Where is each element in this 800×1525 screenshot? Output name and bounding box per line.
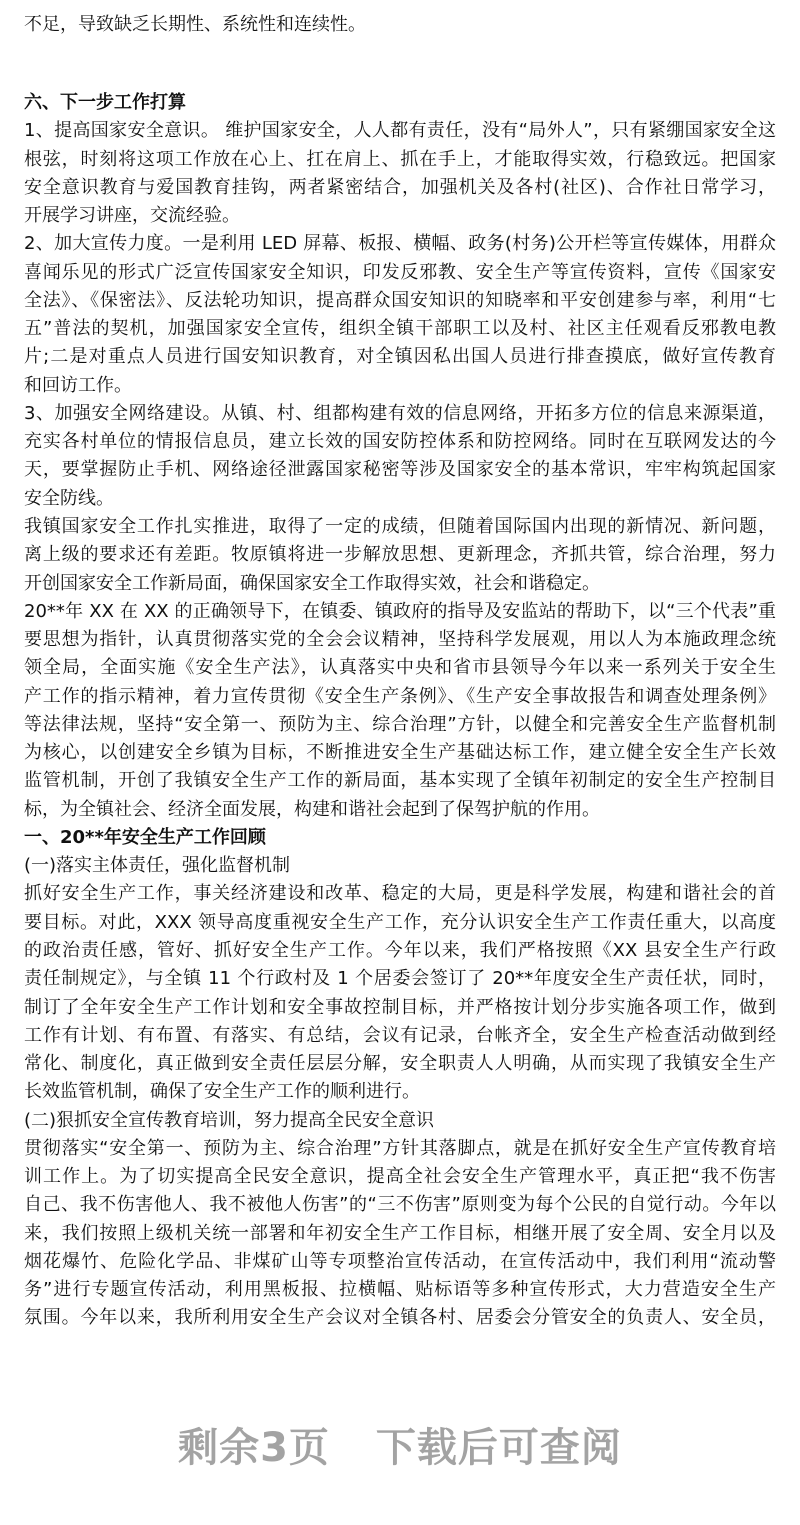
paragraph xyxy=(24,1135,776,1333)
paragraph xyxy=(24,400,776,513)
text-line: 和回访工作。 xyxy=(24,374,132,396)
text-line: 产工作的指示精神，着力宣传贯彻《安全生产条例》、《生产安全事故报告和调查处理条例》 xyxy=(24,685,776,707)
text-line: 烟花爆竹、危险化学品、非煤矿山等专项整治宣传活动，在宣传活动中，我们利用“流动警 xyxy=(24,1250,776,1272)
text-line: 训工作上。为了切实提高全民安全意识，提高全社会安全生产管理水平，真正把“我不伤害 xyxy=(24,1166,776,1188)
text-line: 安全防线。 xyxy=(24,487,114,509)
text-line: (一)落实主体责任，强化监督机制 xyxy=(24,855,291,877)
text-line: 为核心，以创建安全乡镇为目标，不断推进安全生产基础达标工作，建立健全安全生产长效 xyxy=(24,742,776,764)
text-line: 20**年 XX 在 XX 的正确领导下，在镇委、镇政府的指导及安监站的帮助下，以“三个代表”重 xyxy=(24,600,776,622)
text-line: 领全局，全面实施《安全生产法》，认真落实中央和省市县领导今年以来一系列关于安全生 xyxy=(24,657,776,679)
text-line: 充实各村单位的情报信息员，建立长效的国安防控体系和防控网络。同时在互联网发达的今 xyxy=(24,431,776,453)
text-line: (二)狠抓安全宣传教育培训，努力提高全民安全意识 xyxy=(24,1109,435,1131)
subsection-heading xyxy=(24,852,776,880)
text-line: 3、加强安全网络建设。从镇、村、组都构建有效的信息网络，开拓多方位的信息来源渠道， xyxy=(24,402,776,424)
text-line: 喜闻乐见的形式广泛宣传国家安全知识，印发反邪教、安全生产等宣传资料，宣传《国家安 xyxy=(24,261,776,283)
paragraph xyxy=(24,117,776,230)
text-line: 长效监管机制，确保了安全生产工作的顺利进行。 xyxy=(24,1081,420,1103)
document-body xyxy=(24,89,776,1333)
text-line: 天，要掌握防止手机、网络途径泄露国家秘密等涉及国家安全的基本常识，牢牢构筑起国家 xyxy=(24,459,776,481)
text-line: 抓好安全生产工作，事关经济建设和改革、稳定的大局，更是科学发展，构建和谐社会的首 xyxy=(24,883,776,905)
text-line: 责任制规定》，与全镇 11 个行政村及 1 个居委会签订了 20**年度安全生产责任状，同时， xyxy=(24,968,776,990)
text-line: 六、下一步工作打算 xyxy=(24,92,186,113)
paragraph xyxy=(24,598,776,824)
text-line: 务”进行专题宣传活动，利用黑板报、拉横幅、贴标语等多种宣传形式，大力营造安全生产 xyxy=(24,1279,776,1301)
download-to-view-label: 下载后可查阅 xyxy=(375,1425,622,1471)
text-line: 贯彻落实“安全第一、预防为主、综合治理”方针其落脚点，就是在抓好安全生产宣传教育培 xyxy=(24,1137,776,1159)
text-line: 监管机制，开创了我镇安全生产工作的新局面，基本实现了全镇年初制定的安全生产控制目 xyxy=(24,770,776,792)
subsection-heading xyxy=(24,1107,776,1135)
text-line: 1、提高国家安全意识。 维护国家安全，人人都有责任，没有“局外人”，只有紧绷国家安全这 xyxy=(24,120,776,142)
text-line: 片;二是对重点人员进行国安知识教育，对全镇因私出国人员进行排查摸底，做好宣传教育 xyxy=(24,346,776,368)
text-line: 氛围。今年以来，我所利用安全生产会议对全镇各村、居委会分管安全的负责人、安全员， xyxy=(24,1307,776,1329)
text-line: 离上级的要求还有差距。牧原镇将进一步解放思想、更新理念，齐抓共管，综合治理，努力 xyxy=(24,544,776,566)
remaining-pages-label: 剩余3页 xyxy=(178,1425,330,1471)
text-line: 我镇国家安全工作扎实推进，取得了一定的成绩，但随着国际国内出现的新情况、新问题， xyxy=(24,515,776,537)
text-line: 开创国家安全工作新局面，确保国家安全工作取得实效，社会和谐稳定。 xyxy=(24,572,600,594)
text-line: 制订了全年安全生产工作计划和安全事故控制目标，并严格按计划分步实施各项工作，做到 xyxy=(24,996,776,1018)
text-line: 全法》、《保密法》、反法轮功知识，提高群众国安知识的知晓率和平安创建参与率，利用“七 xyxy=(24,289,776,311)
text-line: 标，为全镇社会、经济全面发展，构建和谐社会起到了保驾护航的作用。 xyxy=(24,798,600,820)
text-line: 工作有计划、有布置、有落实、有总结，会议有记录，台帐齐全，安全生产检查活动做到经 xyxy=(24,1024,776,1046)
text-line: 常化、制度化，真正做到安全责任层层分解，安全职责人人明确，从而实现了我镇安全生产 xyxy=(24,1053,776,1075)
text-line: 开展学习讲座，交流经验。 xyxy=(24,205,240,227)
previous-paragraph-fragment xyxy=(24,11,776,39)
paragraph xyxy=(24,230,776,400)
text-line: 等法律法规，坚持“安全第一、预防为主、综合治理”方针，以健全和完善安全生产监督机制 xyxy=(24,713,776,735)
section-heading xyxy=(24,89,776,117)
text-line: 根弦，时刻将这项工作放在心上、扛在肩上、抓在手上，才能取得实效，行稳致远。把国家 xyxy=(24,148,776,170)
text-line: 要思想为指针，认真贯彻落实党的全会会议精神，坚持科学发展观，用以人为本施政理念统 xyxy=(24,629,776,651)
text-line: 要目标。对此，XXX 领导高度重视安全生产工作，充分认识安全生产工作责任重大，以高度 xyxy=(24,911,776,933)
download-prompt[interactable] xyxy=(0,1422,800,1474)
text-line: 自己、我不伤害他人、我不被他人伤害”的“三不伤害”原则变为每个公民的自觉行动。今年以 xyxy=(24,1194,776,1216)
paragraph xyxy=(24,513,776,598)
text-line: 安全意识教育与爱国教育挂钩，两者紧密结合，加强机关及各村(社区)、合作社日常学习， xyxy=(24,176,776,198)
text-line: 一、20**年安全生产工作回顾 xyxy=(24,826,266,848)
text-line: 五”普法的契机，加强国家安全宣传，组织全镇干部职工以及村、社区主任观看反邪教电教 xyxy=(24,318,776,340)
text-line: 来，我们按照上级机关统一部署和年初安全生产工作目标，相继开展了安全周、安全月以及 xyxy=(24,1222,776,1244)
text-line: 2、加大宣传力度。一是利用 LED 屏幕、板报、横幅、政务(村务)公开栏等宣传媒体，用群众 xyxy=(24,233,776,255)
text-line: 的政治责任感，管好、抓好安全生产工作。今年以来，我们严格按照《XX 县安全生产行政 xyxy=(24,939,776,961)
paragraph xyxy=(24,880,776,1106)
text-line: 不足，导致缺乏长期性、系统性和连续性。 xyxy=(24,14,366,35)
section-heading xyxy=(24,824,776,852)
